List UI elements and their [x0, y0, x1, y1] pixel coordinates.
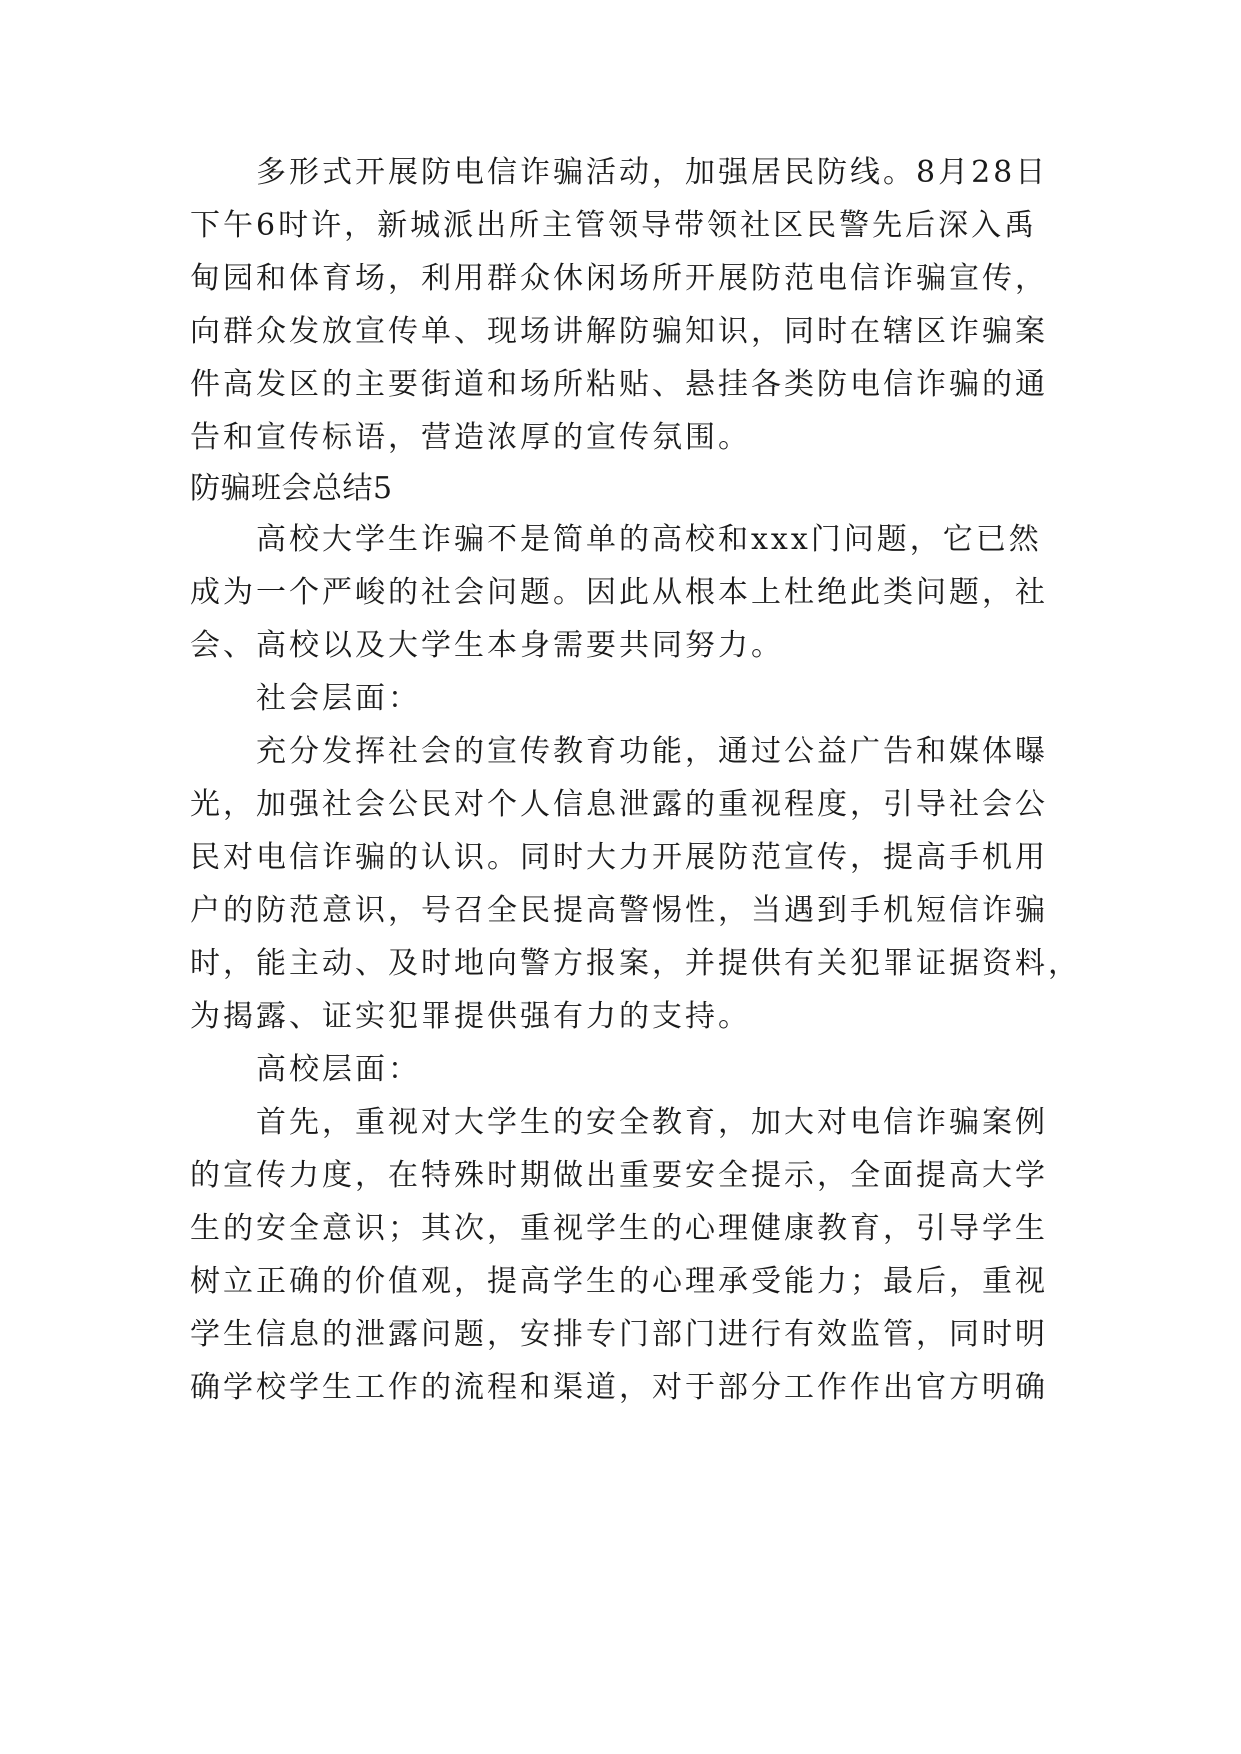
- text-line: 成为一个严峻的社会问题。因此从根本上杜绝此类问题，社: [190, 575, 1048, 610]
- text-line: 充分发挥社会的宣传教育功能，通过公益广告和媒体曝: [190, 734, 1048, 769]
- text-line: 光，加强社会公民对个人信息泄露的重视程度，引导社会公: [190, 787, 1048, 822]
- text-line: 高校大学生诈骗不是简单的高校和xxx门问题，它已然: [190, 522, 1042, 557]
- text-line: 会、高校以及大学生本身需要共同努力。: [190, 628, 784, 663]
- text-line: 生的安全意识；其次，重视学生的心理健康教育，引导学生: [190, 1211, 1048, 1246]
- text-line: 户的防范意识，号召全民提高警惕性，当遇到手机短信诈骗: [190, 893, 1048, 928]
- section-heading: 防骗班会总结5: [190, 471, 393, 506]
- subsection-label: 社会层面：: [190, 681, 421, 716]
- text-line: 的宣传力度，在特殊时期做出重要安全提示，全面提高大学: [190, 1158, 1048, 1193]
- text-line: 时，能主动、及时地向警方报案，并提供有关犯罪证据资料，: [190, 946, 1081, 981]
- text-line: 首先，重视对大学生的安全教育，加大对电信诈骗案例: [190, 1105, 1048, 1140]
- text-line: 民对电信诈骗的认识。同时大力开展防范宣传，提高手机用: [190, 840, 1048, 875]
- text-line: 多形式开展防电信诈骗活动，加强居民防线。8月28日: [190, 155, 1049, 190]
- text-line: 向群众发放宣传单、现场讲解防骗知识，同时在辖区诈骗案: [190, 314, 1048, 349]
- subsection-label: 高校层面：: [190, 1052, 421, 1087]
- text-line: 甸园和体育场，利用群众休闲场所开展防范电信诈骗宣传，: [190, 261, 1048, 296]
- text-line: 学生信息的泄露问题，安排专门部门进行有效监管，同时明: [190, 1317, 1048, 1352]
- text-line: 树立正确的价值观，提高学生的心理承受能力；最后，重视: [190, 1264, 1048, 1299]
- text-line: 下午6时许，新城派出所主管领导带领社区民警先后深入禹: [190, 208, 1038, 243]
- text-line: 告和宣传标语，营造浓厚的宣传氛围。: [190, 420, 751, 455]
- text-line: 为揭露、证实犯罪提供强有力的支持。: [190, 999, 751, 1034]
- text-line: 件高发区的主要街道和场所粘贴、悬挂各类防电信诈骗的通: [190, 367, 1048, 402]
- text-line: 确学校学生工作的流程和渠道，对于部分工作作出官方明确: [190, 1370, 1048, 1405]
